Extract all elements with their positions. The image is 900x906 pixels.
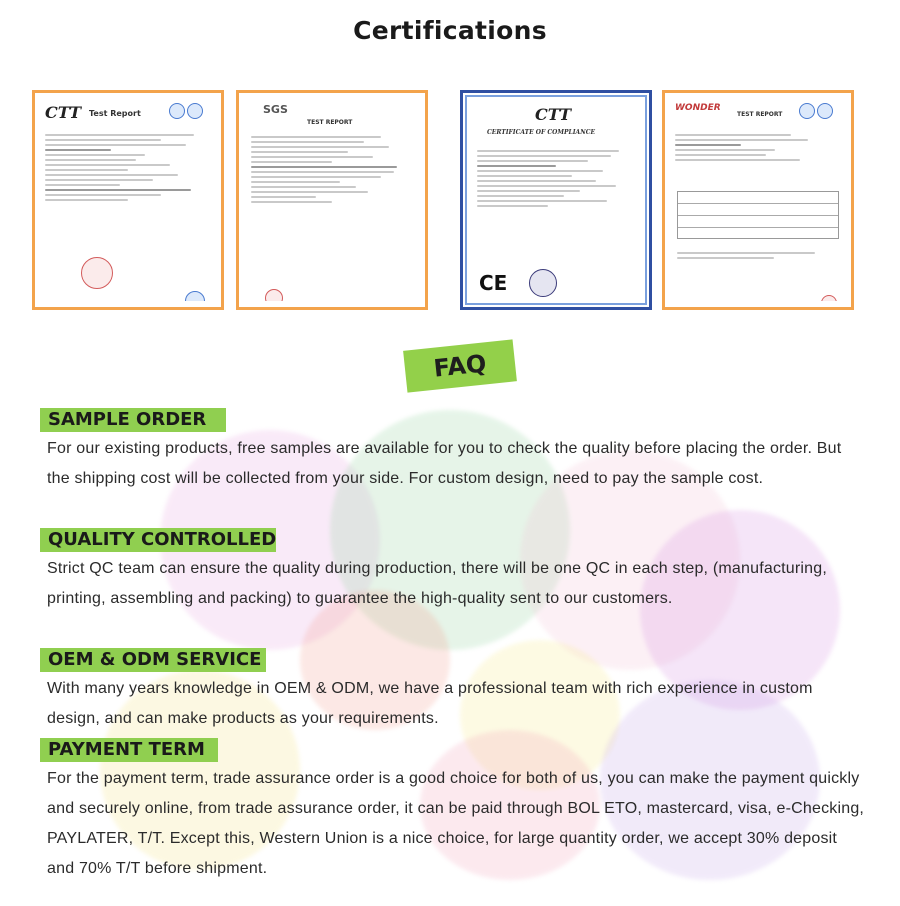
faq-heading-payment-term: PAYMENT TERM (40, 738, 218, 762)
faq-body-quality-controlled: Strict QC team can ensure the quality during production, there will be one QC in each step, (manufacturing, printing, assembling and packing) to guarantee the high-quality sent to our customers. (47, 560, 828, 607)
faq-body-payment-term: For the payment term, trade assurance order is a good choice for both of us, you can make the payment quickly and securely online, from trade assurance order, it can be paid through BOL ETO, mastercard, visa, e-Checking, PAYLATER, T/T. Except this, Western Union is a nice choice, for large quantity order, we accept 30% deposit and 70% T/T before shipment. (47, 770, 865, 877)
accreditation-badge-icon (185, 291, 205, 301)
cert-heading: CERTIFICATE OF COMPLIANCE (487, 129, 596, 136)
cert-logo: SGS (263, 103, 288, 116)
faq-heading-quality-controlled: QUALITY CONTROLLED (40, 528, 276, 552)
cert-heading: TEST REPORT (737, 111, 783, 118)
faq-tag: FAQ (403, 339, 517, 392)
seal-stamp-icon (821, 295, 837, 301)
page-title: Certifications (353, 16, 547, 45)
seal-stamp-icon (265, 289, 283, 301)
accreditation-badge-icon (187, 103, 203, 119)
certificate-thumbnail[interactable] (32, 90, 224, 310)
cert-heading: TEST REPORT (307, 119, 353, 126)
accreditation-badge-icon (817, 103, 833, 119)
certificate-thumbnail[interactable] (236, 90, 428, 310)
cert-heading: Test Report (89, 109, 141, 118)
faq-heading-oem-odm-service: OEM & ODM SERVICE (40, 648, 266, 672)
faq-body-sample-order: For our existing products, free samples are available for you to check the quality before placing the order. But the shipping cost will be collected from your side. For custom design, need to pay the sample cost. (47, 440, 842, 487)
results-table (677, 191, 839, 239)
seal-stamp-icon (81, 257, 113, 289)
cert-logo: CTT (535, 105, 571, 124)
accreditation-badge-icon (169, 103, 185, 119)
seal-stamp-icon (529, 269, 557, 297)
faq-body-oem-odm-service: With many years knowledge in OEM & ODM, we have a professional team with rich experience in custom design, and can make products as your requirements. (47, 680, 813, 727)
certificate-thumbnail[interactable] (460, 90, 652, 310)
cert-logo: WONDER (675, 103, 721, 113)
ce-mark-icon: CE (479, 271, 508, 295)
cert-logo: CTT (45, 103, 81, 122)
accreditation-badge-icon (799, 103, 815, 119)
certificate-thumbnail[interactable] (662, 90, 854, 310)
faq-heading-sample-order: SAMPLE ORDER (40, 408, 226, 432)
